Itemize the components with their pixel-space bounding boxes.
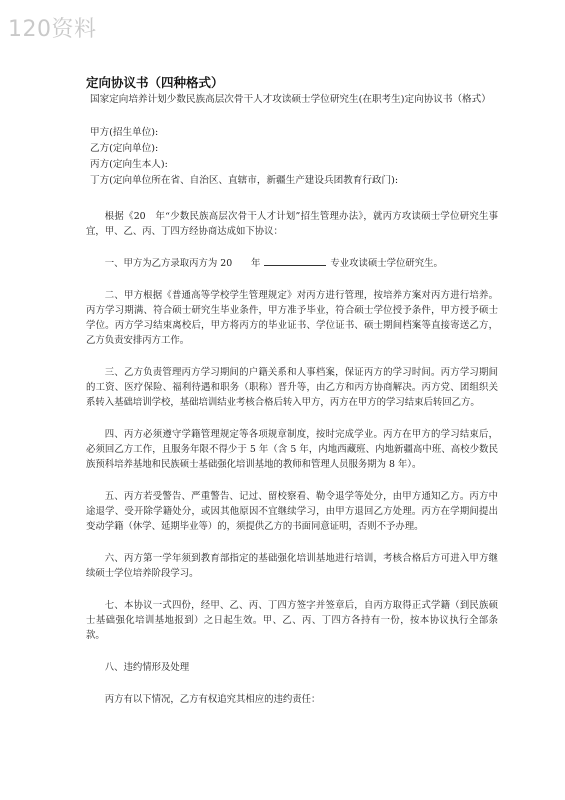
party-b: 乙方(定向单位):: [90, 143, 159, 154]
clause-1-before: 一、甲方为乙方录取丙方为 20 年: [104, 258, 261, 269]
document-page: [86, 76, 498, 707]
party-d: 丁方(定向单位所在省、自治区、直辖市，新疆生产建设兵团教育行政门):: [90, 175, 399, 186]
clause-7: 七、本协议一式四份，经甲、乙、丙、丁四方签字并签章后，自丙方取得正式学籍（到民族硕士基础强化培训基地报到）之日起生效。甲、乙、丙、丁四方各持有一份，按本协议执行全部条款。: [86, 600, 498, 641]
clause-4: 四、丙方必须遵守学籍管理规定等各项规章制度，按时完成学业。丙方在甲方的学习结束后，必须回乙方工作，且服务年限不得少于 5 年（含 5 年，内地西藏班、内地新疆高中班、高校少数民族预科培养基地和民族硕士基础强化培训基地的教师和管理人员服务期为 8 年）。: [86, 429, 498, 470]
watermark-logo: 120资料: [8, 17, 97, 42]
clause-5: 五、丙方若受警告、严重警告、记过、留校察看、勒令退学等处分，由甲方通知乙方。丙方中途退学、受开除学籍处分，或因其他原因不宜继续学习，由甲方退回乙方处理。丙方在学期间提出变动学籍（休学、延期毕业等）的，须提供乙方的书面同意证明，否则不予办理。: [86, 491, 498, 532]
document-subtitle: 国家定向培养计划少数民族高层次骨干人才攻读硕士学位研究生(在职考生)定向协议书（格式）: [90, 94, 491, 105]
clause-8-text: 丙方有以下情况，乙方有权追究其相应的违约责任：: [104, 694, 321, 705]
clause-3: 三、乙方负责管理丙方学习期间的户籍关系和人事档案，保证丙方的学习时间。丙方学习期间的工资、医疗保险、福利待遇和职务（职称）晋升等，由乙方和丙方协商解决。丙方党、团组织关系转入基础培训学校，基础培训结业考核合格后转入甲方，丙方在甲方的学习结束后转回乙方。: [86, 367, 498, 408]
clause-1: [86, 256, 498, 271]
clause-8-heading: 八、违约情形及处理: [104, 662, 190, 673]
clause-6: 六、丙方第一学年须到教育部指定的基础强化培训基地进行培训，考核合格后方可进入甲方继续硕士学位培养阶段学习。: [86, 553, 498, 579]
clause-2: 二、甲方根据《普通高等学校学生管理规定》对丙方进行管理，按培养方案对丙方进行培养。丙方学习期满、符合硕士研究生毕业条件，甲方准予毕业，符合硕士学位授予条件，甲方授予硕士学位。丙方学习结束离校后，甲方将丙方的毕业证书、学位证书、硕士期间档案等直接寄送乙方，乙方负责安排丙方工作。: [86, 290, 498, 346]
party-c: 丙方(定向生本人):: [90, 159, 168, 170]
fill-in-blank-major: [264, 256, 326, 266]
intro-paragraph: 根据《20 年“少数民族高层次骨干人才计划”招生管理办法》，就丙方攻读硕士学位研究生事宜，甲、乙、丙、丁四方经协商达成如下协议：: [86, 211, 498, 237]
clause-1-after: 专业攻读硕士学位研究生。: [330, 258, 443, 269]
document-title: 定向协议书（四种格式）: [86, 75, 224, 90]
party-a: 甲方(招生单位):: [90, 127, 159, 138]
parties-list: [86, 125, 498, 189]
